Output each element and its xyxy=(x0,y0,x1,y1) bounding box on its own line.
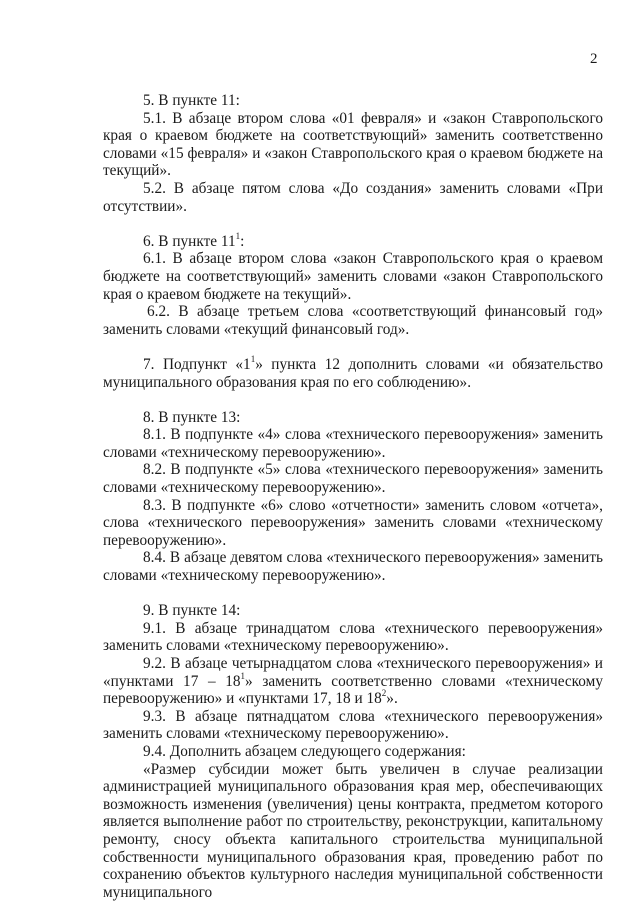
superscript: 1 xyxy=(235,230,241,241)
superscript: 1 xyxy=(240,670,246,681)
paragraph-6-2: 6.2. В абзаце третьем слова «соответствующий финансовый год» заменить словами «текущий финансовый год». xyxy=(103,303,603,338)
document-body xyxy=(103,92,603,901)
paragraph-5-1: 5.1. В абзаце втором слова «01 февраля» и «закон Ставропольского края о краевом бюджете на соответствующий» заменить соответственно словами «15 февраля» и «закон Ставропольского края о краевом бюджете на текущий». xyxy=(103,109,603,180)
paragraph-9-2 xyxy=(103,655,603,708)
paragraph-8-1: 8.1. В подпункте «4» слова «технического перевооружения» заменить словами «техническому перевооружению». xyxy=(103,426,603,461)
paragraph-8-3: 8.3. В подпункте «6» слово «отчетности» заменить словом «отчета», слова «технического перевооружения» заменить словами «техническому перевооружению». xyxy=(103,496,603,549)
paragraph-9-3: 9.3. В абзаце пятнадцатом слова «технического перевооружения» заменить словами «техническому перевооружению». xyxy=(103,707,603,743)
section-9-heading: 9. В пункте 14: xyxy=(143,602,241,620)
paragraph-9-2-part-a: 9.2. В абзаце четырнадцатом слова «технического перевооружения» и «пунктами 17 – 18 xyxy=(103,655,603,690)
section-6-heading-text: 6. В пункте 11 xyxy=(143,232,236,250)
paragraph-6-1: 6.1. В абзаце втором слова «закон Ставропольского края о краевом бюджете на соответствующий» заменить словами «закон Ставропольского края о краевом бюджете на текущий». xyxy=(103,250,603,303)
paragraph-9-2-part-c: ». xyxy=(386,690,398,708)
quoted-paragraph: «Размер субсидии может быть увеличен в случае реализации администрацией муниципального образования края мер, обеспечивающих возможность изменения (увеличения) цены контракта, предметом которого является выполнение работ по строительству, реконструкции, капитальному ремонту, сносу объекта капитального строительства муниципальной собственности муниципального образования края, проведению работ по сохранению объектов культурного наследия муниципальной собственности муниципального xyxy=(103,760,603,901)
paragraph-7 xyxy=(103,353,603,391)
paragraph-9-2-part-b: » заменить соответственно словами «техническому перевооружению» и «пунктами 17, 18 и 18 xyxy=(103,672,603,708)
section-8-heading: 8. В пункте 13: xyxy=(143,408,241,426)
superscript: 2 xyxy=(381,688,387,699)
paragraph-7-end: » пункта 12 дополнить словами «и обязательство муниципального образования края по его соблюдению». xyxy=(103,355,603,391)
paragraph-8-4: 8.4. В абзаце девятом слова «технического перевооружения» заменить словами «техническому перевооружению». xyxy=(103,549,603,585)
paragraph-7-start: 7. Подпункт «1 xyxy=(143,355,251,373)
section-6-heading-colon: : xyxy=(240,232,245,250)
paragraph-9-1: 9.1. В абзаце тринадцатом слова «технического перевооружения» заменить словами «техническому перевооружению». xyxy=(103,619,603,655)
section-6-heading xyxy=(103,230,603,251)
paragraph-9-4: 9.4. Дополнить абзацем следующего содержания: xyxy=(143,742,466,760)
page-number: 2 xyxy=(590,51,598,67)
superscript: 1 xyxy=(250,353,256,364)
section-5-heading: 5. В пункте 11: xyxy=(143,92,240,109)
paragraph-5-2: 5.2. В абзаце пятом слова «До создания» заменить словами «При отсутствии». xyxy=(103,179,603,215)
paragraph-8-2: 8.2. В подпункте «5» слова «технического перевооружения» заменить словами «техническому перевооружению». xyxy=(103,461,603,497)
